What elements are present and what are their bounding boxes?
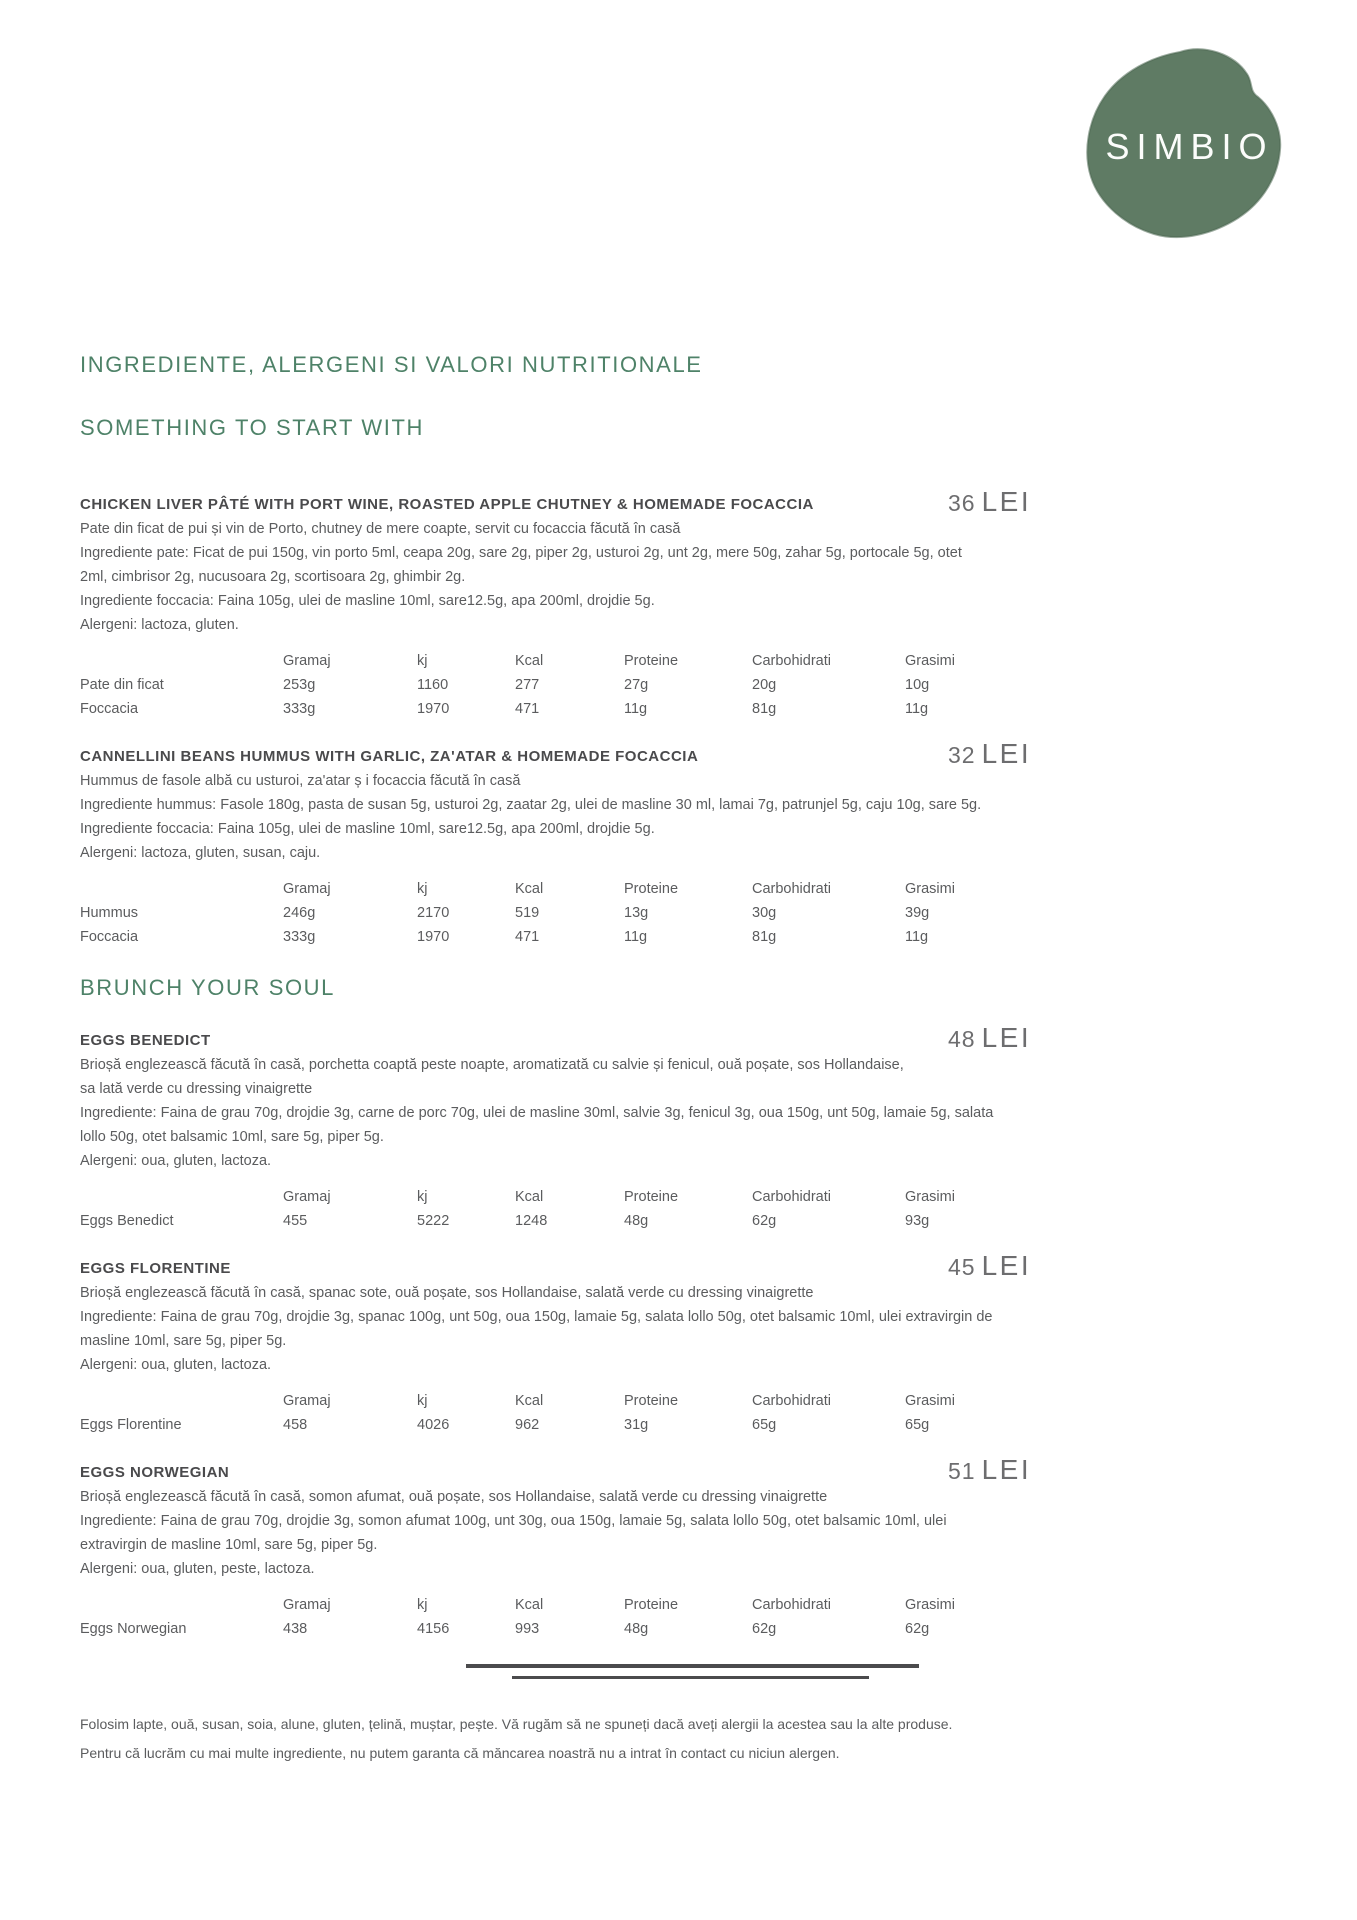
table-corner-cell — [80, 1185, 283, 1209]
table-header-kcal: Kcal — [515, 1393, 544, 1409]
cell-carbohidrati: 62g — [752, 1621, 777, 1637]
row-label: Hummus — [80, 905, 139, 921]
cell-proteine: 11g — [624, 929, 648, 945]
menu-item-eggs-norwegian — [80, 1454, 1047, 1641]
item-description-line: Brioșă englezească făcută în casă, somon afumat, ouă poșate, sos Hollandaise, salată verde cu dressing vinaigrette — [80, 1489, 828, 1505]
table-header-kj: kj — [417, 1393, 428, 1409]
cell-kj: 1970 — [417, 929, 450, 945]
table-header-carbohidrati: Carbohidrati — [752, 653, 831, 669]
cell-grasimi: 39g — [905, 905, 930, 921]
table-header-kcal: Kcal — [515, 653, 544, 669]
cell-carbohidrati: 20g — [752, 677, 777, 693]
table-header-carbohidrati: Carbohidrati — [752, 1597, 831, 1613]
cell-kj: 5222 — [417, 1213, 450, 1229]
table-header-gramaj: Gramaj — [283, 881, 331, 897]
item-description-line: Ingrediente foccacia: Faina 105g, ulei de masline 10ml, sare12.5g, apa 200ml, drojdie 5g. — [80, 821, 655, 837]
row-label: Eggs Benedict — [80, 1213, 174, 1229]
cell-gramaj: 333g — [283, 701, 316, 717]
item-description-line: Ingrediente: Faina de grau 70g, drojdie 3g, spanac 100g, unt 50g, oua 150g, lamaie 5g, salata lollo 50g, otet balsamic 10ml, ulei extravirgin de — [80, 1309, 993, 1325]
item-price — [948, 1454, 1031, 1486]
cell-kj: 1970 — [417, 701, 450, 717]
item-description-line: Ingrediente: Faina de grau 70g, drojdie 3g, carne de porc 70g, ulei de masline 30ml, salvie 3g, fenicul 3g, oua 150g, unt 50g, lamaie 5g, salata — [80, 1105, 994, 1121]
price-currency: LEI — [981, 486, 1032, 517]
cell-grasimi: 11g — [905, 929, 929, 945]
allergen-notice — [80, 1664, 1047, 1768]
item-description — [80, 1485, 1047, 1581]
cell-grasimi: 62g — [905, 1621, 930, 1637]
table-header-gramaj: Gramaj — [283, 1393, 331, 1409]
table-header-proteine: Proteine — [624, 1393, 679, 1409]
cell-gramaj: 455 — [283, 1213, 308, 1229]
footer-divider-line-bottom — [512, 1676, 869, 1679]
item-head — [80, 486, 1047, 517]
cell-proteine: 48g — [624, 1621, 649, 1637]
item-head — [80, 738, 1047, 769]
table-header-carbohidrati: Carbohidrati — [752, 1393, 831, 1409]
cell-kj: 4156 — [417, 1621, 450, 1637]
item-head — [80, 1250, 1047, 1281]
table-corner-cell — [80, 877, 283, 901]
price-currency: LEI — [981, 1454, 1032, 1485]
cell-kj: 1160 — [417, 677, 449, 693]
item-description — [80, 517, 1047, 637]
item-description — [80, 1281, 1047, 1377]
cell-carbohidrati: 30g — [752, 905, 777, 921]
price-amount: 32 — [948, 742, 976, 768]
cell-kcal: 962 — [515, 1417, 540, 1433]
cell-proteine: 48g — [624, 1213, 649, 1229]
allergen-notice-line: Pentru că lucrăm cu mai multe ingrediente, nu putem garanta că măncarea noastră nu a intrat în contact cu niciun alergen. — [80, 1745, 840, 1761]
cell-gramaj: 458 — [283, 1417, 308, 1433]
item-description-line: lollo 50g, otet balsamic 10ml, sare 5g, piper 5g. — [80, 1129, 384, 1145]
item-allergens-line: Alergeni: lactoza, gluten, susan, caju. — [80, 845, 321, 861]
row-label: Eggs Florentine — [80, 1417, 182, 1433]
table-header-kcal: Kcal — [515, 1597, 544, 1613]
table-header-gramaj: Gramaj — [283, 1189, 331, 1205]
cell-carbohidrati: 81g — [752, 701, 777, 717]
item-title: EGGS BENEDICT — [80, 1032, 211, 1049]
cell-gramaj: 438 — [283, 1621, 308, 1637]
table-header-kj: kj — [417, 653, 428, 669]
cell-kcal: 277 — [515, 677, 540, 693]
table-header-kj: kj — [417, 881, 428, 897]
item-description-line: Ingrediente hummus: Fasole 180g, pasta de susan 5g, usturoi 2g, zaatar 2g, ulei de masline 30 ml, lamai 7g, patrunjel 5g, caju 10g, sare 5g. — [80, 797, 982, 813]
table-header-kj: kj — [417, 1189, 428, 1205]
cell-kcal: 993 — [515, 1621, 540, 1637]
table-header-grasimi: Grasimi — [905, 1393, 955, 1409]
nutrition-table — [80, 649, 1047, 721]
item-allergens-line: Alergeni: lactoza, gluten. — [80, 617, 239, 633]
price-amount: 48 — [948, 1026, 976, 1052]
table-header-gramaj: Gramaj — [283, 1597, 331, 1613]
table-header-grasimi: Grasimi — [905, 881, 955, 897]
price-amount: 36 — [948, 490, 976, 516]
item-description-line: Brioșă englezească făcută în casă, porchetta coaptă peste noapte, aromatizată cu salvie și fenicul, ouă poșate, sos Hollandaise, — [80, 1057, 904, 1073]
simbio-logo — [1082, 44, 1290, 250]
item-description-line: Ingrediente foccacia: Faina 105g, ulei de masline 10ml, sare12.5g, apa 200ml, drojdie 5g. — [80, 593, 655, 609]
table-header-kcal: Kcal — [515, 1189, 544, 1205]
table-header-proteine: Proteine — [624, 1189, 679, 1205]
item-description-line: sa lată verde cu dressing vinaigrette — [80, 1081, 313, 1097]
table-header-carbohidrati: Carbohidrati — [752, 1189, 831, 1205]
cell-kcal: 471 — [515, 701, 540, 717]
menu-item-eggs-florentine — [80, 1250, 1047, 1437]
cell-grasimi: 11g — [905, 701, 929, 717]
cell-kcal: 1248 — [515, 1213, 548, 1229]
table-header-proteine: Proteine — [624, 881, 679, 897]
item-title: EGGS NORWEGIAN — [80, 1464, 230, 1481]
table-header-kcal: Kcal — [515, 881, 544, 897]
item-description-line: extravirgin de masline 10ml, sare 5g, piper 5g. — [80, 1537, 378, 1553]
cell-grasimi: 10g — [905, 677, 930, 693]
logo-text: SIMBIO — [1105, 126, 1274, 167]
cell-kj: 4026 — [417, 1417, 450, 1433]
menu-item-cannellini-hummus — [80, 738, 1047, 949]
menu-content — [80, 0, 1047, 1641]
table-corner-cell — [80, 649, 283, 673]
footer-divider-line-top — [466, 1664, 919, 1668]
item-allergens-line: Alergeni: oua, gluten, lactoza. — [80, 1153, 272, 1169]
cell-grasimi: 93g — [905, 1213, 930, 1229]
cell-kcal: 519 — [515, 905, 540, 921]
cell-proteine: 31g — [624, 1417, 649, 1433]
table-header-gramaj: Gramaj — [283, 653, 331, 669]
cell-proteine: 13g — [624, 905, 649, 921]
item-description-line: Hummus de fasole albă cu usturoi, za'atar ș i focaccia făcută în casă — [80, 773, 521, 789]
cell-carbohidrati: 81g — [752, 929, 777, 945]
table-header-grasimi: Grasimi — [905, 653, 955, 669]
price-amount: 45 — [948, 1254, 976, 1280]
cell-gramaj: 333g — [283, 929, 316, 945]
item-allergens-line: Alergeni: oua, gluten, peste, lactoza. — [80, 1561, 315, 1577]
item-description-line: Ingrediente: Faina de grau 70g, drojdie 3g, somon afumat 100g, unt 30g, oua 150g, lamaie 5g, salata lollo 50g, otet balsamic 10ml, ulei — [80, 1513, 947, 1529]
cell-gramaj: 246g — [283, 905, 316, 921]
section-heading-brunch-your-soul: BRUNCH YOUR SOUL — [80, 975, 336, 1000]
table-header-kj: kj — [417, 1597, 428, 1613]
section-heading-something-to-start-with: SOMETHING TO START WITH — [80, 415, 425, 440]
item-price — [948, 486, 1031, 518]
cell-gramaj: 253g — [283, 677, 316, 693]
nutrition-table — [80, 1389, 1047, 1437]
price-amount: 51 — [948, 1458, 976, 1484]
item-description-line: Brioșă englezească făcută în casă, spanac sote, ouă poșate, sos Hollandaise, salată verde cu dressing vinaigrette — [80, 1285, 814, 1301]
price-currency: LEI — [981, 1022, 1032, 1053]
table-header-grasimi: Grasimi — [905, 1189, 955, 1205]
item-allergens-line: Alergeni: oua, gluten, lactoza. — [80, 1357, 272, 1373]
item-title: EGGS FLORENTINE — [80, 1260, 231, 1277]
row-label: Foccacia — [80, 929, 139, 945]
item-price — [948, 1250, 1031, 1282]
item-description — [80, 769, 1047, 865]
item-description-line: masline 10ml, sare 5g, piper 5g. — [80, 1333, 287, 1349]
table-header-grasimi: Grasimi — [905, 1597, 955, 1613]
item-description-line: Pate din ficat de pui și vin de Porto, chutney de mere coapte, servit cu focaccia făcută în casă — [80, 521, 681, 537]
allergen-notice-line: Folosim lapte, ouă, susan, soia, alune, gluten, țelină, muștar, pește. Vă rugăm să ne spuneți dacă aveți alergii la acestea sau la alte produse. — [80, 1716, 953, 1732]
cell-kcal: 471 — [515, 929, 540, 945]
row-label: Pate din ficat — [80, 677, 164, 693]
item-head — [80, 1454, 1047, 1485]
cell-proteine: 11g — [624, 701, 648, 717]
page-title: INGREDIENTE, ALERGENI SI VALORI NUTRITIONALE — [80, 352, 703, 377]
menu-item-chicken-liver-pate — [80, 486, 1047, 721]
item-head — [80, 1022, 1047, 1053]
item-title: CANNELLINI BEANS HUMMUS WITH GARLIC, ZA'ATAR & HOMEMADE FOCACCIA — [80, 748, 699, 765]
item-title: CHICKEN LIVER PÂTÉ WITH PORT WINE, ROASTED APPLE CHUTNEY & HOMEMADE FOCACCIA — [80, 496, 814, 513]
cell-grasimi: 65g — [905, 1417, 930, 1433]
nutrition-table — [80, 877, 1047, 949]
cell-carbohidrati: 62g — [752, 1213, 777, 1229]
item-description-line: 2ml, cimbrisor 2g, nucusoara 2g, scortisoara 2g, ghimbir 2g. — [80, 569, 466, 585]
table-header-proteine: Proteine — [624, 653, 679, 669]
item-description — [80, 1053, 1047, 1173]
cell-kj: 2170 — [417, 905, 450, 921]
table-corner-cell — [80, 1593, 283, 1617]
cell-proteine: 27g — [624, 677, 649, 693]
table-corner-cell — [80, 1389, 283, 1413]
nutrition-table — [80, 1593, 1047, 1641]
table-header-proteine: Proteine — [624, 1597, 679, 1613]
row-label: Eggs Norwegian — [80, 1621, 187, 1637]
price-currency: LEI — [981, 738, 1032, 769]
item-description-line: Ingrediente pate: Ficat de pui 150g, vin porto 5ml, ceapa 20g, sare 2g, piper 2g, usturoi 2g, unt 2g, mere 50g, zahar 5g, portocale 5g, otet — [80, 545, 962, 561]
item-price — [948, 1022, 1031, 1054]
table-header-carbohidrati: Carbohidrati — [752, 881, 831, 897]
footer — [80, 1664, 1047, 1768]
cell-carbohidrati: 65g — [752, 1417, 777, 1433]
menu-item-eggs-benedict — [80, 1022, 1047, 1233]
price-currency: LEI — [981, 1250, 1032, 1281]
row-label: Foccacia — [80, 701, 139, 717]
nutrition-table — [80, 1185, 1047, 1233]
item-price — [948, 738, 1031, 770]
